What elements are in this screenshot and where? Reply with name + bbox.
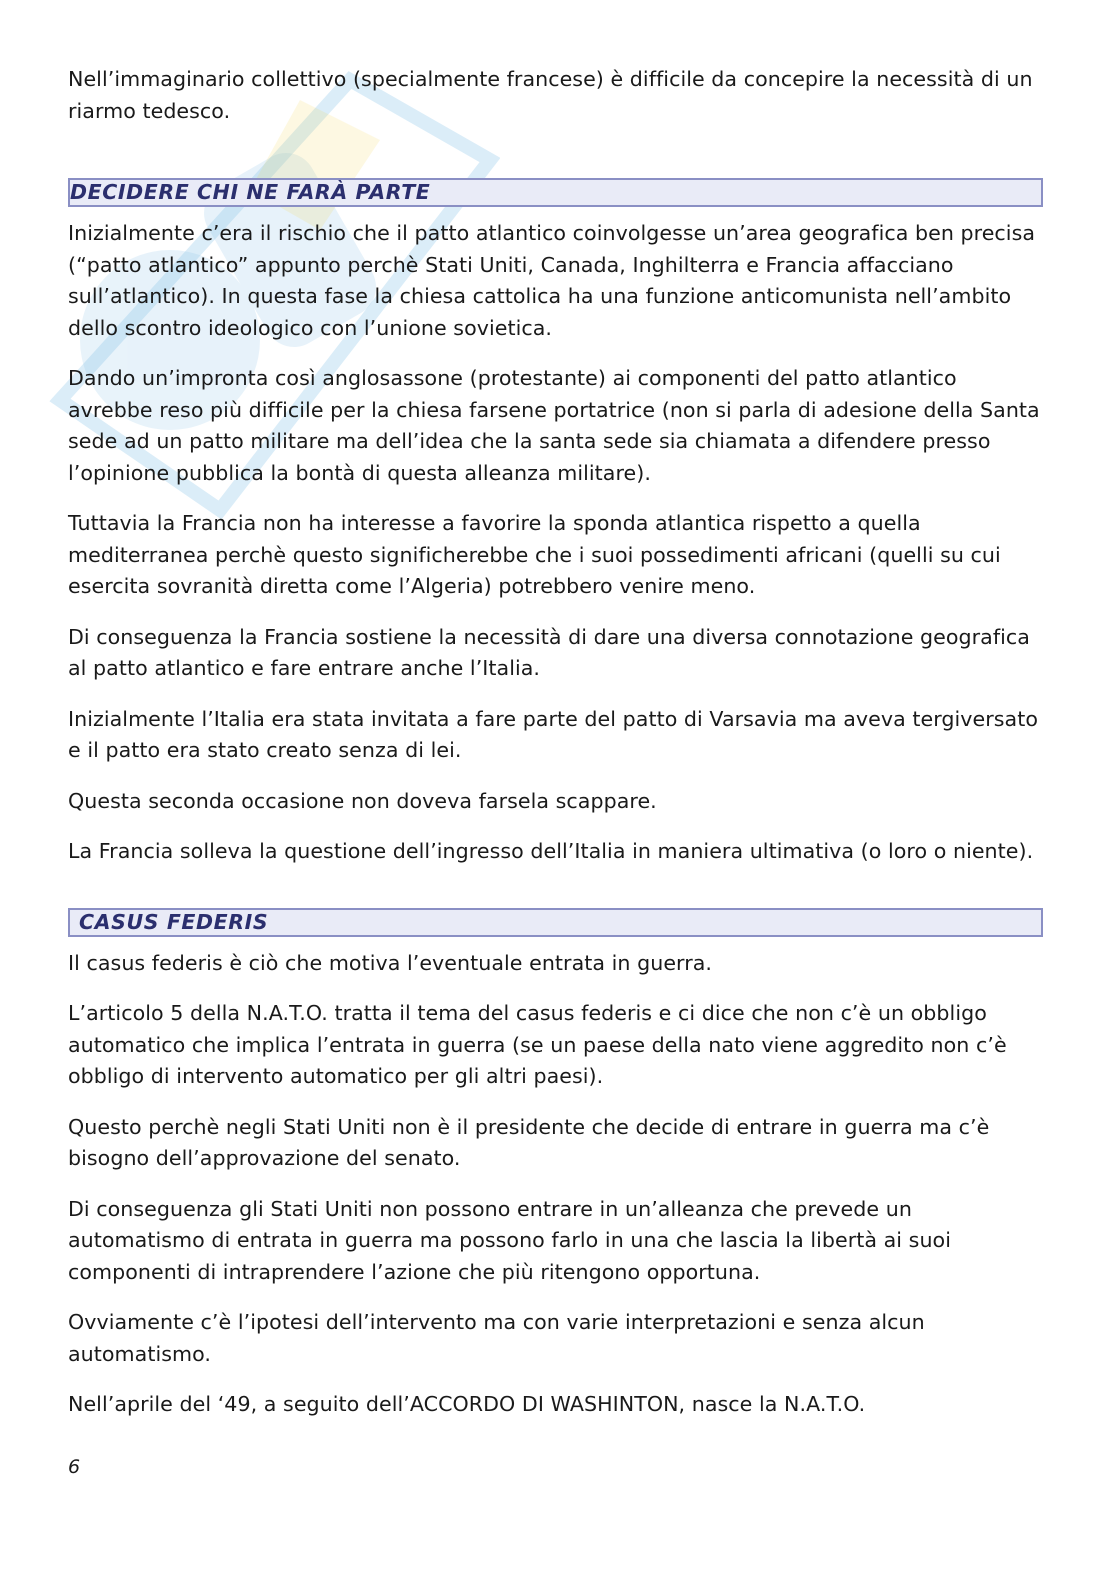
intro-paragraph: Nell’immaginario collettivo (specialmente francese) è difficile da concepire la necessità di un riarmo tedesco. [68, 67, 1033, 123]
section-heading-casus-federis [68, 908, 1043, 937]
paragraph: L’articolo 5 della N.A.T.O. tratta il tema del casus federis e ci dice che non c’è un obbligo automatico che implica l’entrata in guerra (se un paese della nato viene aggredito non c’è obbligo di intervento automatico per gli altri paesi). [68, 1001, 1007, 1088]
document-body [68, 64, 1043, 1440]
paragraph: Tuttavia la Francia non ha interesse a favorire la sponda atlantica rispetto a quella mediterranea perchè questo significherebbe che i suoi possedimenti africani (quelli su cui esercita sovranità diretta come l’Algeria) potrebbero venire meno. [68, 511, 1001, 598]
section-heading-casus-federis-text: CASUS FEDERIS [79, 909, 269, 934]
paragraph: Inizialmente l’Italia era stata invitata a fare parte del patto di Varsavia ma aveva tergiversato e il patto era stato creato senza di lei. [68, 706, 1038, 762]
page-number: 6 [68, 1456, 81, 1478]
paragraph: Nell’aprile del ‘49, a seguito dell’ACCORDO DI WASHINTON, nasce la N.A.T.O. [68, 1392, 866, 1416]
paragraph: Questa seconda occasione non doveva farsela scappare. [68, 788, 657, 813]
paragraph: Il casus federis è ciò che motiva l’eventuale entrata in guerra. [68, 950, 712, 975]
paragraph: Ovviamente c’è l’ipotesi dell’intervento ma con varie interpretazioni e senza alcun automatismo. [68, 1310, 925, 1366]
paragraph: Di conseguenza la Francia sostiene la necessità di dare una diversa connotazione geografica al patto atlantico e fare entrare anche l’Italia. [68, 624, 1030, 680]
paragraph: La Francia solleva la questione dell’ingresso dell’Italia in maniera ultimativa (o loro o niente). [68, 839, 1034, 863]
paragraph: Questo perchè negli Stati Uniti non è il presidente che decide di entrare in guerra ma c’è bisogno dell’approvazione del senato. [68, 1114, 990, 1170]
section-heading-members-text: DECIDERE CHI NE FARÀ PARTE [70, 180, 431, 204]
paragraph: Dando un’impronta così anglosassone (protestante) ai componenti del patto atlantico avrebbe reso più difficile per la chiesa farsene portatrice (non si parla di adesione della Santa sede ad un patto militare ma dell’idea che la santa sede sia chiamata a difendere presso l’opinione pubblica la bontà di questa alleanza militare). [68, 366, 1040, 485]
paragraph: Inizialmente c’era il rischio che il patto atlantico coinvolgesse un’area geografica ben precisa (“patto atlantico” appunto perchè Stati Uniti, Canada, Inghilterra e Francia affacciano sull’atlantico). In questa fase la chiesa cattolica ha una funzione anticomunista nell’ambito dello scontro ideologico con l’unione sovietica. [68, 221, 1036, 340]
paragraph: Di conseguenza gli Stati Uniti non possono entrare in un’alleanza che prevede un automatismo di entrata in guerra ma possono farlo in una che lascia la libertà ai suoi componenti di intraprendere l’azione che più ritengono opportuna. [68, 1196, 951, 1284]
section-heading-members [68, 178, 1043, 207]
